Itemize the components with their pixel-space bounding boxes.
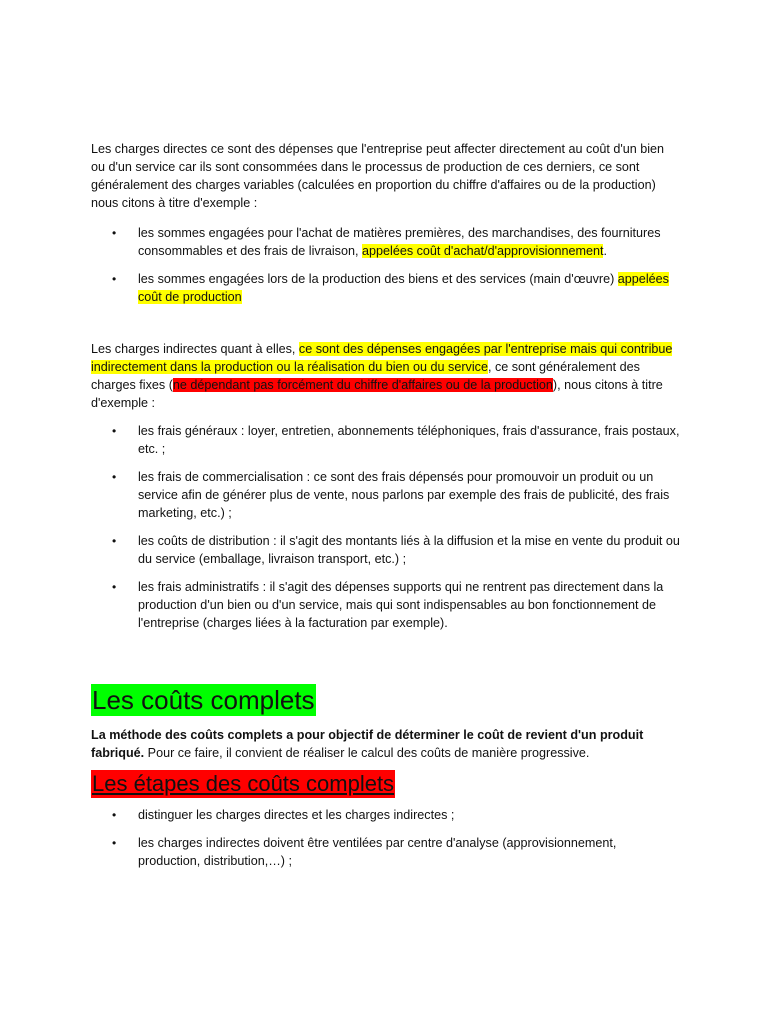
paragraph-text: Pour ce faire, il convient de réaliser le calcul des coûts de manière progressive. xyxy=(144,746,590,760)
heading-wrapper xyxy=(91,684,681,716)
paragraph-text: Les charges indirectes quant à elles, xyxy=(91,342,299,356)
subheading-wrapper xyxy=(91,770,681,798)
list-item: • les frais de commercialisation : ce sont des frais dépensés pour promouvoir un produit ou un service afin de générer plus de vente, nous parlons par exemple des frais de publicité, des frais marketing, etc.) ; xyxy=(91,468,681,522)
list-item: • les coûts de distribution : il s'agit des montants liés à la diffusion et la mise en vente du produit ou du service (emballage, livraison transport, etc.) ; xyxy=(91,532,681,568)
paragraph-text: , ce sont généralement des charges fixes ( xyxy=(91,360,640,392)
list-item: • les frais généraux : loyer, entretien, abonnements téléphoniques, frais d'assurance, frais postaux, etc. ; xyxy=(91,422,681,458)
highlighted-text: ce sont des dépenses engagées par l'entreprise mais qui contribue indirectement dans la production ou la réalisation du bien ou du service xyxy=(91,342,673,374)
indirect-charges-list xyxy=(91,422,681,632)
list-item xyxy=(91,224,681,260)
list-item xyxy=(91,270,681,306)
highlighted-text: appelées coût d'achat/d'approvisionnement xyxy=(362,244,604,258)
list-item: • les frais administratifs : il s'agit des dépenses supports qui ne rentrent pas directement dans la production d'un bien ou d'un service, mais qui sont indispensables au bon fonctionnement de l'entreprise (charges liées à la facturation par exemple). xyxy=(91,578,681,632)
list-item: • les charges indirectes doivent être ventilées par centre d'analyse (approvisionnement, production, distribution,…) ; xyxy=(91,834,681,870)
list-item-text-end: . xyxy=(603,244,607,258)
list-item-text: les sommes engagées pour l'achat de matières premières, des marchandises, des fournitures consommables et des frais de livraison, xyxy=(138,226,661,258)
list-item: • distinguer les charges directes et les charges indirectes ; xyxy=(91,806,681,824)
steps-list xyxy=(91,806,681,870)
bold-text: La méthode des coûts complets a pour objectif de déterminer le coût de revient d'un produit fabriqué. xyxy=(91,728,644,760)
heading-couts-complets: Les coûts complets xyxy=(92,685,315,715)
list-item-text: les sommes engagées lors de la production des biens et des services (main d'œuvre) xyxy=(138,272,618,286)
heading-etapes: Les étapes des coûts complets xyxy=(92,771,395,796)
paragraph-direct-charges: Les charges directes ce sont des dépenses que l'entreprise peut affecter directement au coût d'un bien ou d'un service car ils sont consommées dans le processus de production de ces derniers, ce sont généralement des charges variables (calculées en proportion du chiffre d'affaires ou de la production) nous citons à titre d'exemple : xyxy=(91,142,665,210)
paragraph-methode xyxy=(91,726,681,762)
highlighted-text: appelées coût de production xyxy=(138,272,669,304)
direct-charges-list xyxy=(91,224,681,306)
paragraph-indirect-charges xyxy=(91,340,681,412)
document-page xyxy=(91,140,681,880)
highlighted-text-red: ne dépendant pas forcément du chiffre d'affaires ou de la production xyxy=(172,378,553,392)
paragraph-text: ), nous citons à titre d'exemple : xyxy=(91,378,663,410)
